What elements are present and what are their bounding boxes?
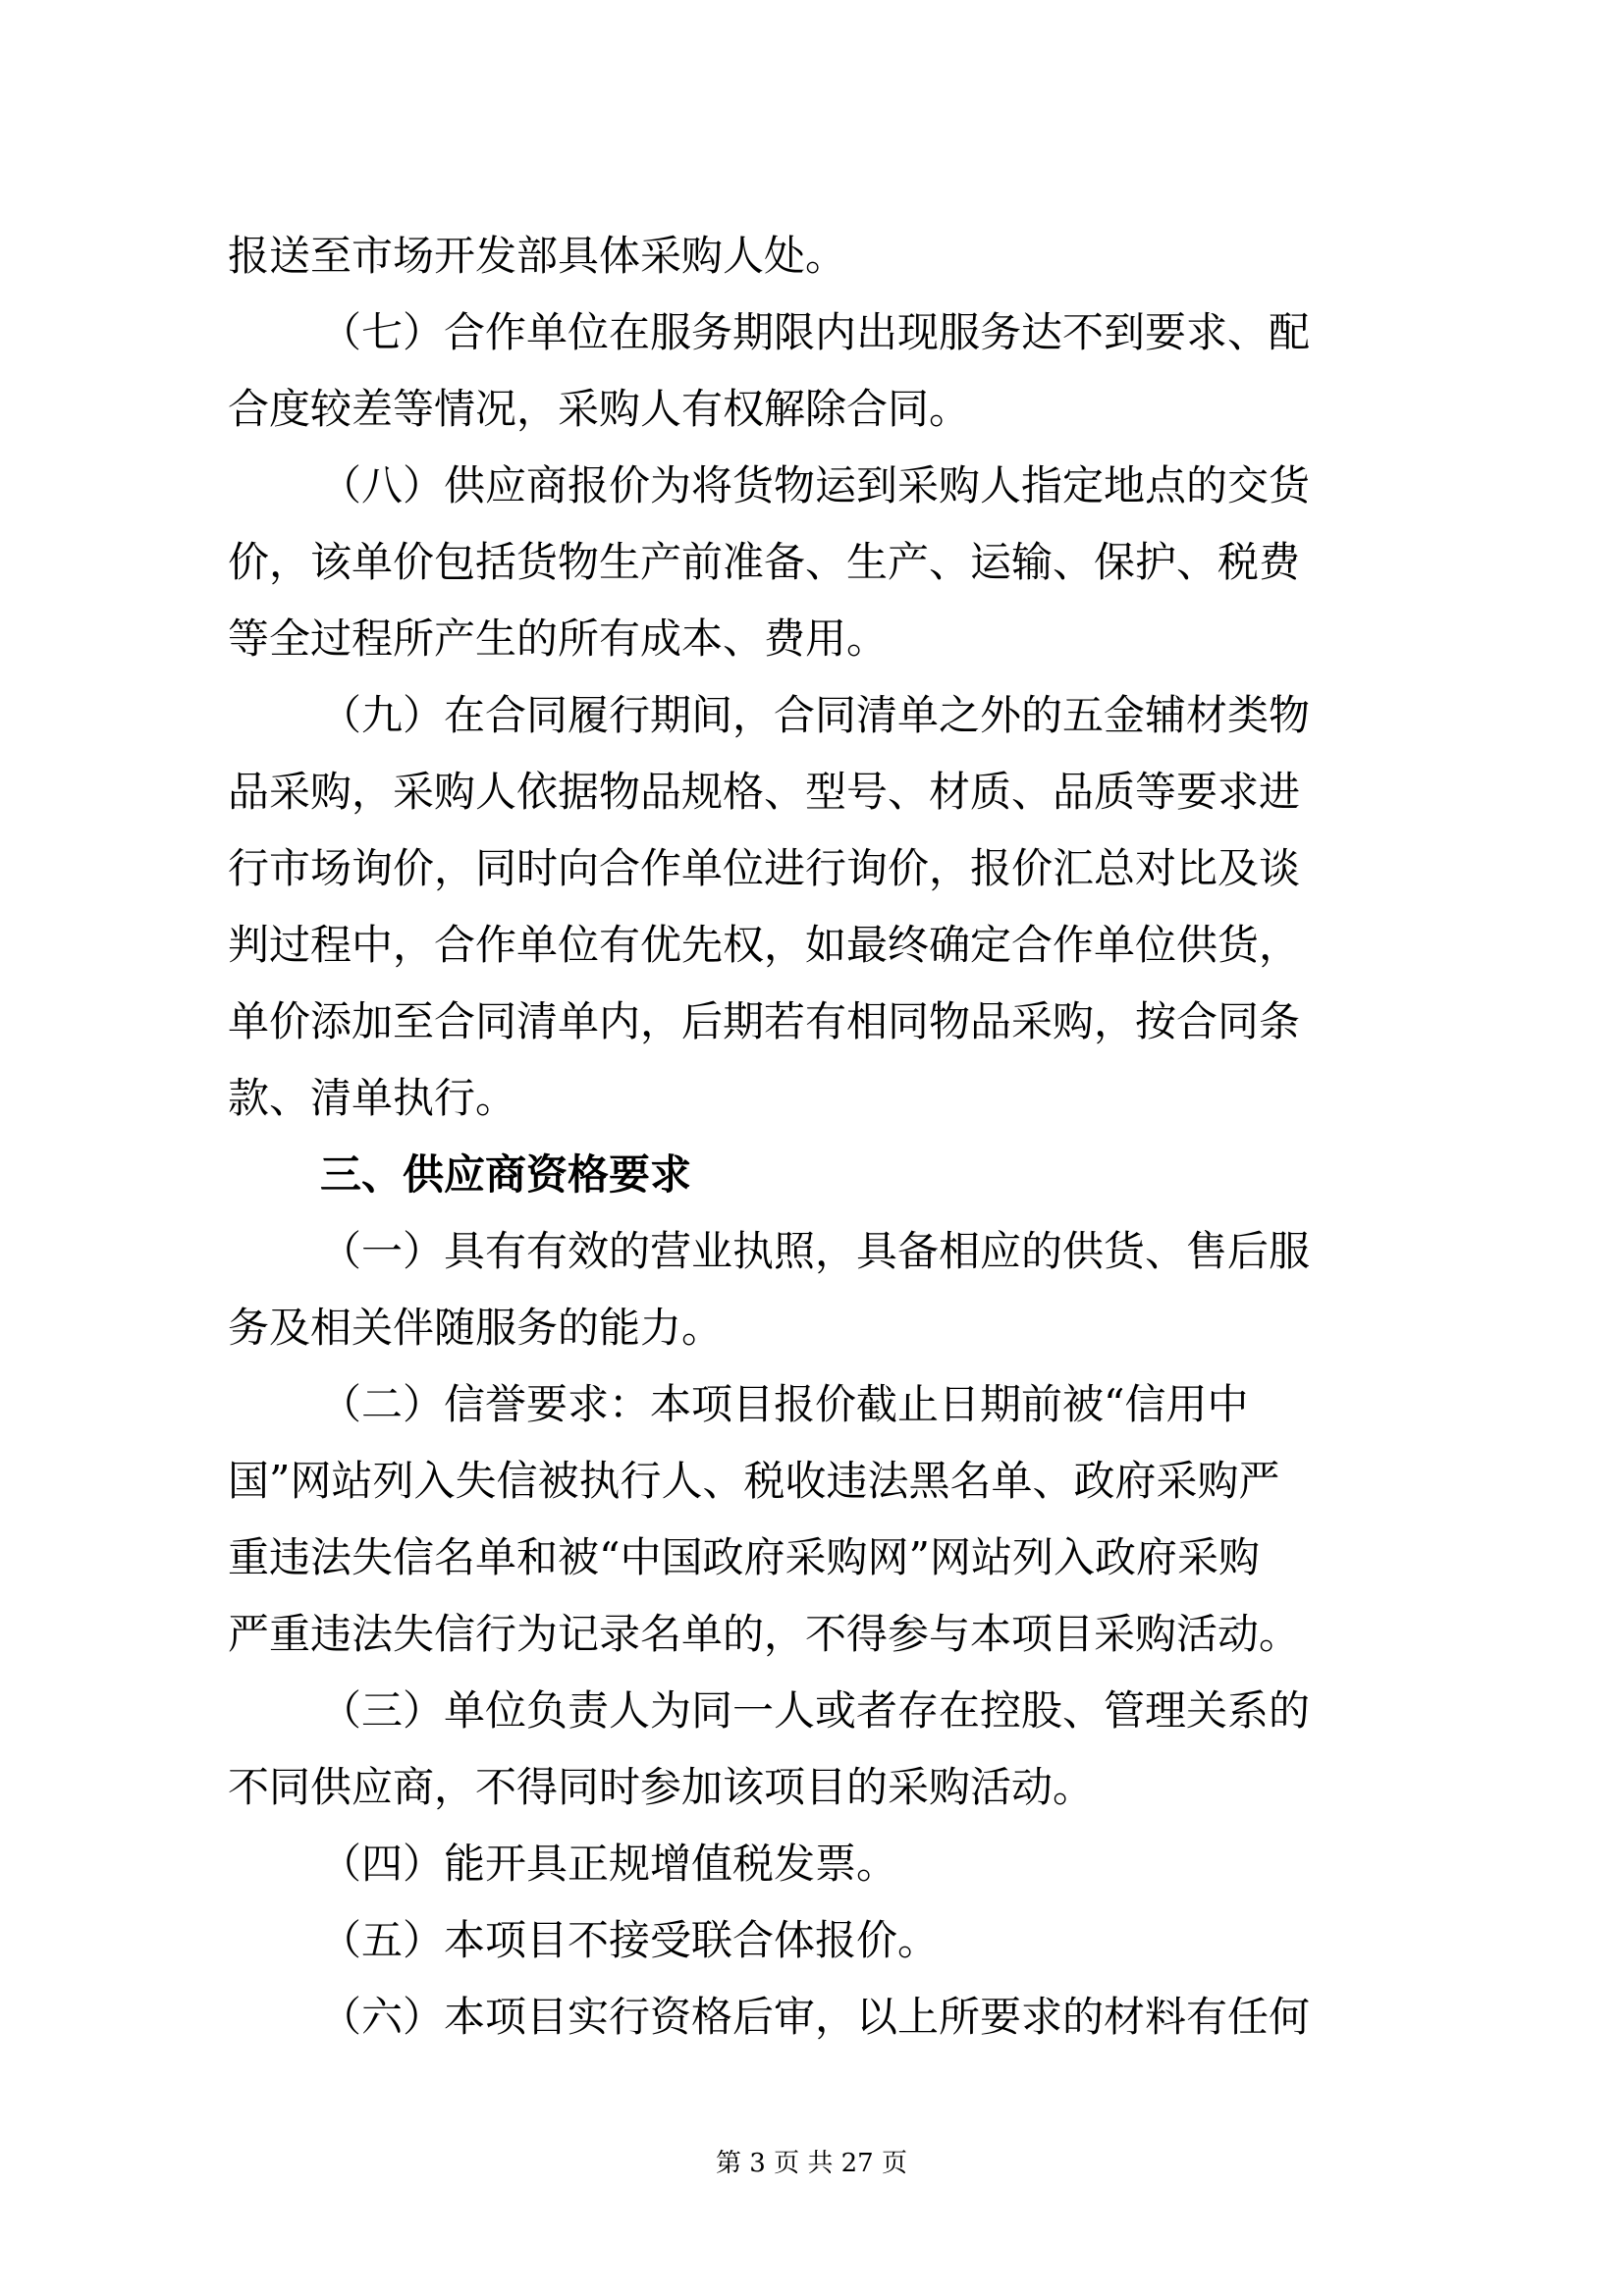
qualification-2-line-3: 重违法失信名单和被“中国政府采购网”网站列入政府采购 (228, 1533, 1260, 1581)
qualification-3-line-2: 不同供应商，不得同时参加该项目的采购活动。 (228, 1763, 1095, 1811)
qualification-3-line-1: （三）单位负责人为同一人或者存在控股、管理关系的 (320, 1686, 1311, 1735)
paragraph-8-line-1: （八）供应商报价为将货物运到采购人指定地点的交货 (320, 461, 1311, 509)
qualification-2-line-2: 国”网站列入失信被执行人、税收违法黑名单、政府采购严 (228, 1457, 1280, 1505)
paragraph-9-line-3: 行市场询价，同时向合作单位进行询价，报价汇总对比及谈 (228, 844, 1301, 892)
qualification-1-line-2: 务及相关伴随服务的能力。 (228, 1304, 724, 1352)
qualification-6-line-1: （六）本项目实行资格后审，以上所要求的材料有任何 (320, 1993, 1311, 2041)
qualification-5: （五）本项目不接受联合体报价。 (320, 1916, 940, 1964)
paragraph-9-line-2: 品采购，采购人依据物品规格、型号、材质、品质等要求进 (228, 768, 1301, 816)
paragraph-9-line-4: 判过程中，合作单位有优先权，如最终确定合作单位供货， (228, 921, 1301, 969)
paragraph-8-line-2: 价，该单价包括货物生产前准备、生产、运输、保护、税费 (228, 538, 1301, 586)
paragraph-8-line-3: 等全过程所产生的所有成本、费用。 (228, 614, 889, 663)
paragraph-9-line-6: 款、清单执行。 (228, 1074, 517, 1122)
qualification-2-line-1: （二）信誉要求：本项目报价截止日期前被“信用中 (320, 1380, 1249, 1428)
text-line: 报送至市场开发部具体采购人处。 (228, 232, 847, 280)
page-footer: 第 3 页 共 27 页 (716, 2149, 907, 2178)
paragraph-7-line-2: 合度较差等情况，采购人有权解除合同。 (228, 385, 971, 433)
qualification-2-line-4: 严重违法失信行为记录名单的，不得参与本项目采购活动。 (228, 1610, 1301, 1658)
qualification-1-line-1: （一）具有有效的营业执照，具备相应的供货、售后服 (320, 1227, 1311, 1275)
paragraph-9-line-1: （九）在合同履行期间，合同清单之外的五金辅材类物 (320, 691, 1311, 739)
qualification-4: （四）能开具正规增值税发票。 (320, 1840, 898, 1888)
section-heading: 三、供应商资格要求 (320, 1150, 692, 1199)
paragraph-7-line-1: （七）合作单位在服务期限内出现服务达不到要求、配 (320, 308, 1311, 356)
paragraph-9-line-5: 单价添加至合同清单内，后期若有相同物品采购，按合同条 (228, 997, 1301, 1045)
